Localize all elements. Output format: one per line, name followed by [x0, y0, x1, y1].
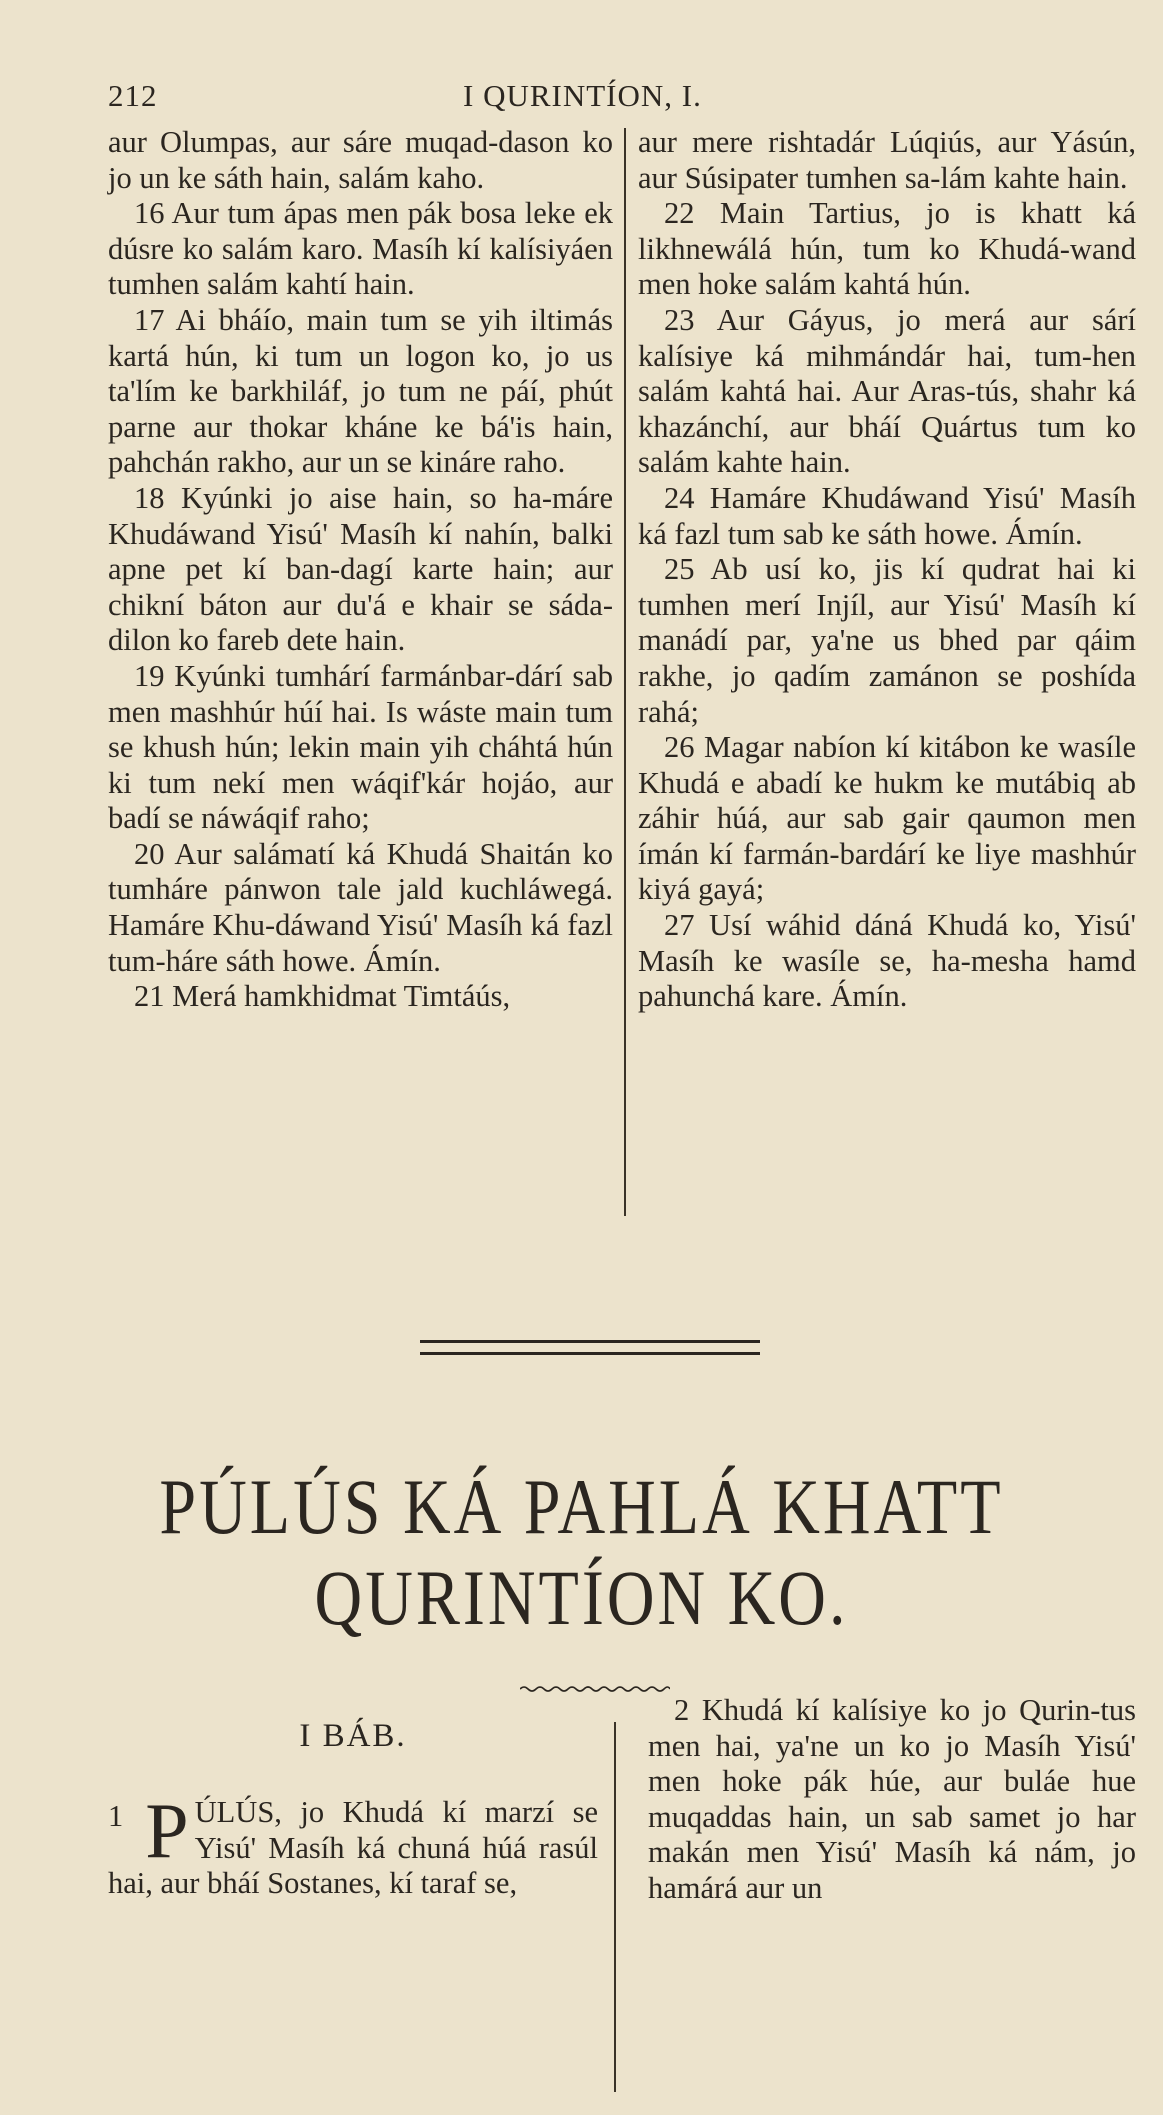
column-divider [614, 1722, 616, 2092]
verse-paragraph: 16 Aur tum ápas men pák bosa leke ek dúsre ko salám karo. Masíh kí kalísiyáen tumhen salám kahtí hain. [108, 196, 613, 302]
verse-paragraph: 25 Ab usí ko, jis kí qudrat hai ki tumhen merí Injíl, aur Yisú' Masíh kí manádí par, ya'ne us bhed par qáim rakhe, jo qadím zamánon se poshída rahá; [638, 552, 1136, 729]
verse-paragraph: 20 Aur salámatí ká Khudá Shaitán ko tumháre pánwon tale jald kuchláwegá. Hamáre Khu-dáwand Yisú' Masíh ká fazl tum-háre sáth howe. Ámín. [108, 836, 613, 978]
top-left-column [108, 125, 613, 1015]
book-title-line-2: QURINTÍON KO. [314, 1555, 849, 1642]
section-double-rule [420, 1340, 760, 1355]
column-divider [624, 128, 626, 1216]
page-header [108, 78, 1128, 118]
verse-paragraph: 22 Main Tartius, jo is khatt ká likhnewálá hún, tum ko Khudá-wand men hoke salám kahtá hún. [638, 196, 1136, 302]
verse-number: 1 [108, 1799, 124, 1833]
verse-paragraph: aur mere rishtadár Lúqiús, aur Yásún, aur Súsipater tumhen sa-lám kahte hain. [638, 125, 1136, 195]
verse-text: ÚLÚS, jo Khudá kí marzí se Yisú' Masíh ká chuná húá rasúl hai, aur bháí Sostanes, kí taraf se, [108, 1795, 598, 1901]
verse-paragraph: 23 Aur Gáyus, jo merá aur sárí kalísiye ká mihmándár hai, tum-hen salám kahtá hai. Aur Aras-tús, shahr ká khazánchí, aur bháí Quártus tum ko salám kahte hain. [638, 302, 1136, 480]
drop-cap: P [145, 1787, 189, 1874]
top-right-column [638, 125, 1136, 1015]
bottom-right-column [648, 1693, 1136, 1907]
verse-paragraph: 26 Magar nabíon kí kitábon ke wasíle Khudá e abadí ke hukm ke mutábiq ab záhir húá, aur sab gair qaumon men ímán kí farmán-bardárí ke liye mashhúr kiyá gayá; [638, 730, 1136, 907]
bottom-left-column [108, 1787, 598, 1902]
verse-paragraph: 19 Kyúnki tumhárí farmánbar-dárí sab men mashhúr húí hai. Is wáste main tum se khush hún; lekin main yih cháhtá hún ki tum nekí men wáqif'kár hojáo, aur badí se náwáqif raho; [108, 658, 613, 836]
verse-paragraph: 27 Usí wáhid dáná Khudá ko, Yisú' Masíh ke wasíle se, ha-mesha hamd pahunchá kare. Ámín. [638, 908, 1136, 1014]
book-title-line-1: PÚLÚS KÁ PAHLÁ KHATT [159, 1464, 1004, 1551]
verse-paragraph: 21 Merá hamkhidmat Timtáús, [134, 979, 511, 1014]
running-title: I QURINTÍON, I. [463, 78, 702, 113]
verse-paragraph: aur Olumpas, aur sáre muqad-dason ko jo un ke sáth hain, salám kaho. [108, 125, 613, 195]
verse-paragraph: 18 Kyúnki jo aise hain, so ha-máre Khudáwand Yisú' Masíh kí nahín, balki apne pet kí ban-dagí karte hain; aur chikní báton aur du'á e khair se sáda-dilon ko fareb dete hain. [108, 480, 613, 658]
verse-paragraph: 24 Hamáre Khudáwand Yisú' Masíh ká fazl tum sab ke sáth howe. Ámín. [638, 480, 1136, 551]
chapter-heading: I BÁB. [299, 1718, 407, 1754]
verse-1 [108, 1787, 598, 1902]
page-number: 212 [108, 78, 158, 113]
verse-paragraph: 17 Ai bháío, main tum se yih iltimás kartá hún, ki tum un logon ko, jo us ta'lím ke barkhiláf, jo tum ne páí, phút parne aur thokar kháne ke bá'is hain, pahchán rakho, aur un se kináre raho. [108, 302, 613, 480]
verse-2: 2 Khudá kí kalísiye ko jo Qurin-tus men hai, ya'ne un ko jo Masíh Yisú' men hoke pák húe, aur buláe hue muqaddas hain, un sab samet jo har makán men Yisú' Masíh ká nám, jo hamárá aur un [648, 1693, 1136, 1905]
wavy-ornament [520, 1685, 670, 1693]
